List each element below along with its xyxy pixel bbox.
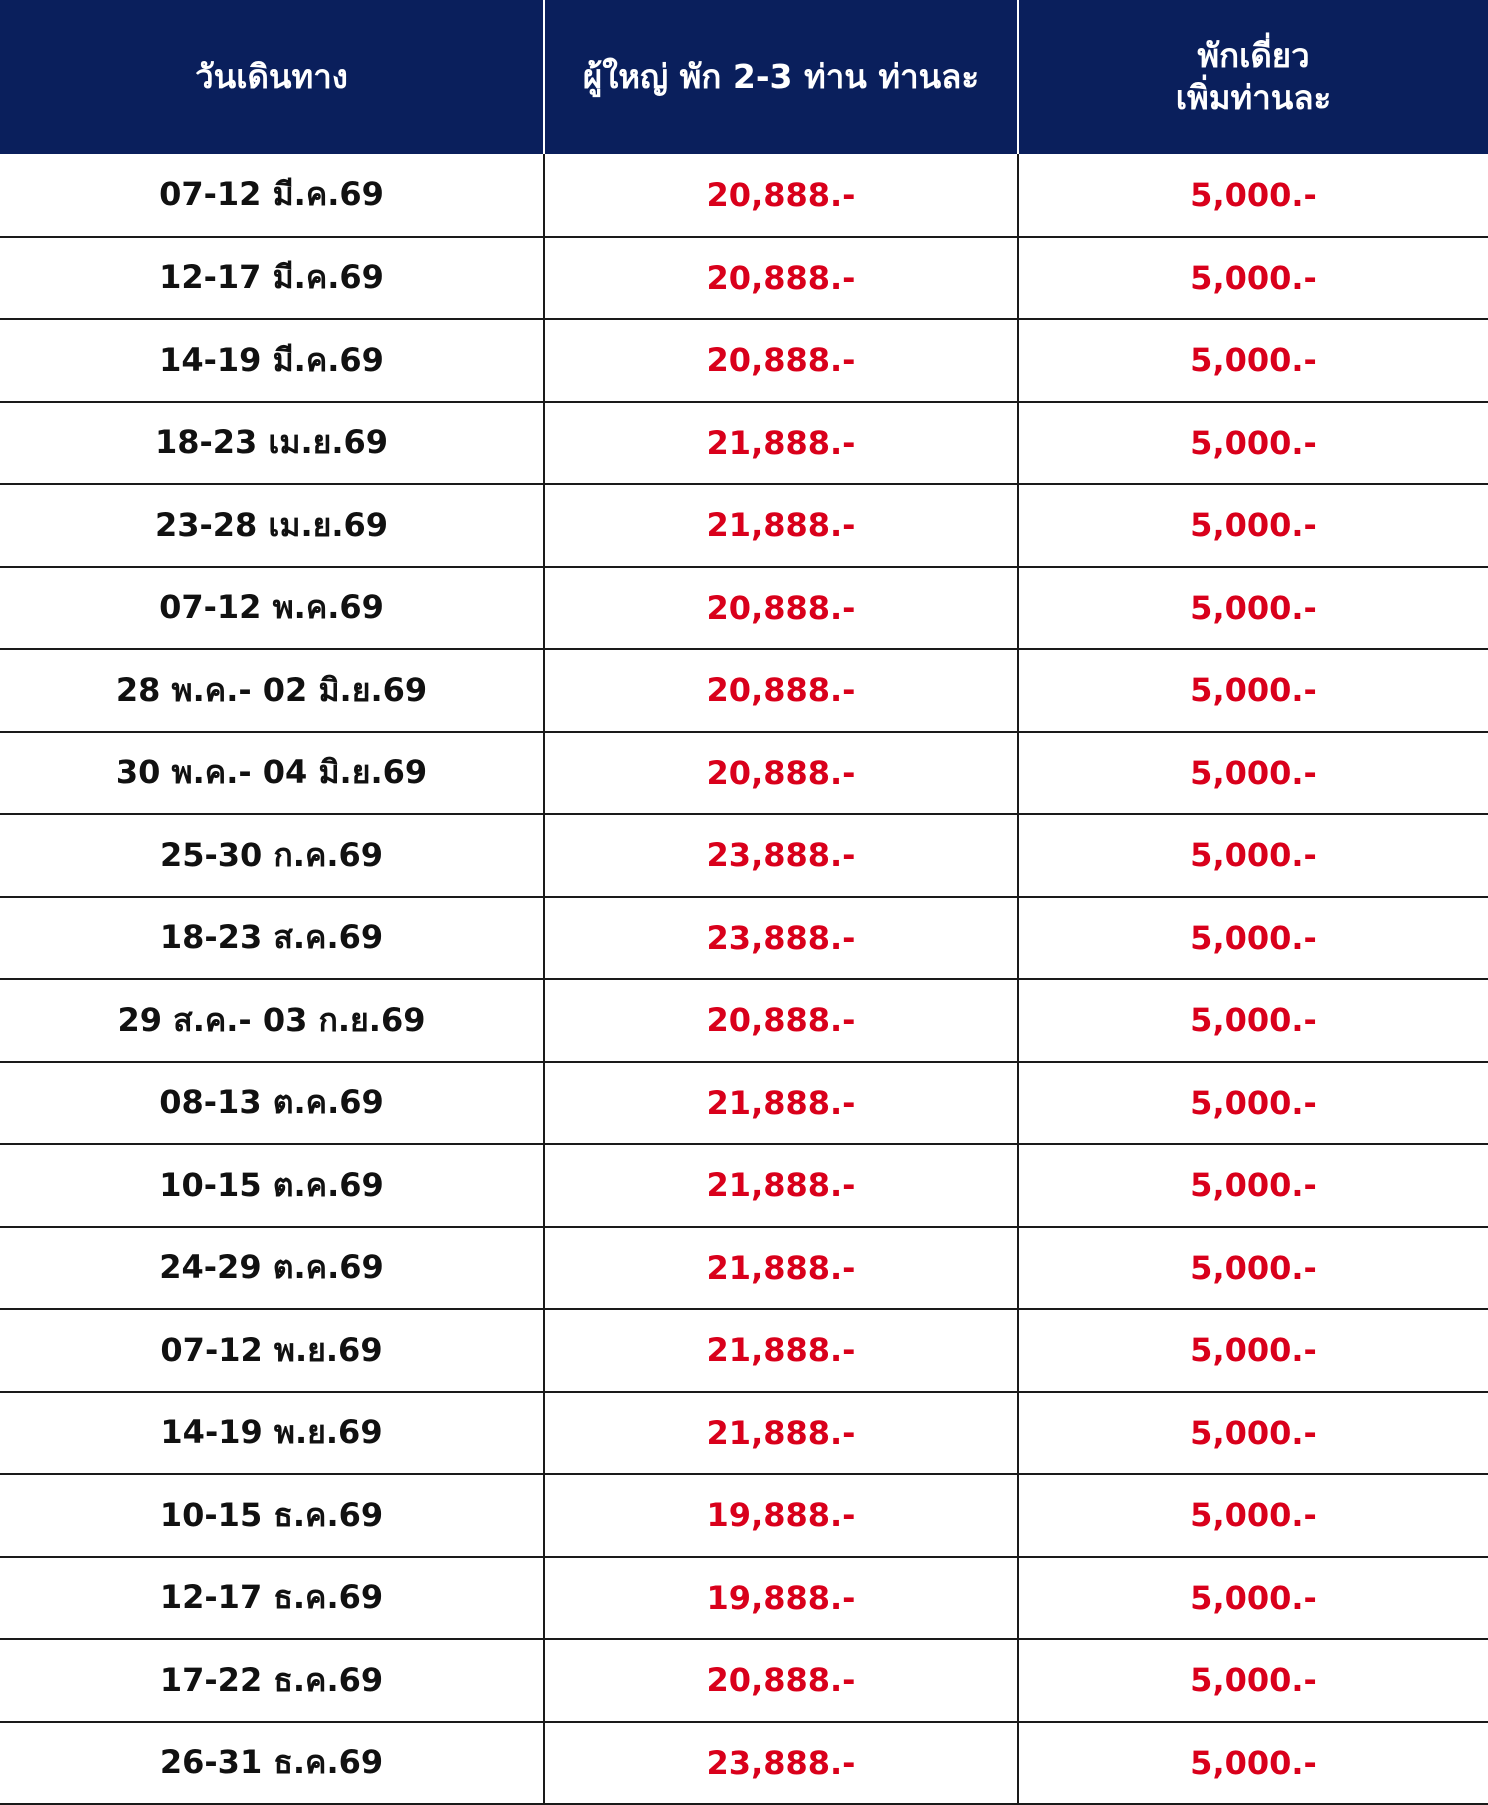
travel-date-cell: 14-19 มี.ค.69 <box>0 319 544 402</box>
travel-date-cell: 12-17 ธ.ค.69 <box>0 1557 544 1640</box>
single-supplement-cell: 5,000.- <box>1018 979 1488 1062</box>
single-supplement-cell: 5,000.- <box>1018 1392 1488 1475</box>
table-row <box>0 979 1488 1062</box>
table-row <box>0 567 1488 650</box>
table-row <box>0 1144 1488 1227</box>
travel-date-cell: 10-15 ต.ค.69 <box>0 1144 544 1227</box>
single-supplement-cell: 5,000.- <box>1018 1227 1488 1310</box>
travel-date-cell: 12-17 มี.ค.69 <box>0 237 544 320</box>
adult-price-cell: 20,888.- <box>544 732 1018 815</box>
adult-price-cell: 20,888.- <box>544 154 1018 237</box>
adult-price-cell: 20,888.- <box>544 649 1018 732</box>
table-row <box>0 732 1488 815</box>
single-supplement-cell: 5,000.- <box>1018 567 1488 650</box>
single-supplement-cell: 5,000.- <box>1018 237 1488 320</box>
single-supplement-cell: 5,000.- <box>1018 484 1488 567</box>
single-supplement-cell: 5,000.- <box>1018 1309 1488 1392</box>
travel-date-cell: 18-23 ส.ค.69 <box>0 897 544 980</box>
travel-date-cell: 25-30 ก.ค.69 <box>0 814 544 897</box>
table-row <box>0 484 1488 567</box>
travel-date-cell: 30 พ.ค.- 04 มิ.ย.69 <box>0 732 544 815</box>
single-supplement-cell: 5,000.- <box>1018 897 1488 980</box>
single-supplement-cell: 5,000.- <box>1018 732 1488 815</box>
adult-price-cell: 23,888.- <box>544 814 1018 897</box>
adult-price-cell: 23,888.- <box>544 1722 1018 1805</box>
table-row <box>0 1392 1488 1475</box>
adult-price-cell: 20,888.- <box>544 567 1018 650</box>
travel-date-cell: 07-12 มี.ค.69 <box>0 154 544 237</box>
travel-date-cell: 17-22 ธ.ค.69 <box>0 1639 544 1722</box>
header-travel-date <box>0 0 544 154</box>
travel-date-cell: 29 ส.ค.- 03 ก.ย.69 <box>0 979 544 1062</box>
adult-price-cell: 21,888.- <box>544 1227 1018 1310</box>
adult-price-cell: 21,888.- <box>544 1309 1018 1392</box>
table-row <box>0 649 1488 732</box>
adult-price-cell: 19,888.- <box>544 1474 1018 1557</box>
table-row <box>0 154 1488 237</box>
single-supplement-cell: 5,000.- <box>1018 1474 1488 1557</box>
travel-date-cell: 18-23 เม.ย.69 <box>0 402 544 485</box>
travel-date-cell: 07-12 พ.ย.69 <box>0 1309 544 1392</box>
table-body <box>0 154 1488 1804</box>
adult-price-cell: 21,888.- <box>544 1062 1018 1145</box>
table-row <box>0 1639 1488 1722</box>
single-supplement-cell: 5,000.- <box>1018 154 1488 237</box>
single-supplement-cell: 5,000.- <box>1018 814 1488 897</box>
adult-price-cell: 21,888.- <box>544 402 1018 485</box>
table-header <box>0 0 1488 154</box>
travel-date-cell: 10-15 ธ.ค.69 <box>0 1474 544 1557</box>
single-supplement-cell: 5,000.- <box>1018 1144 1488 1227</box>
header-single-line2: เพิ่มท่านละ <box>1175 78 1332 117</box>
table-row <box>0 237 1488 320</box>
table-row <box>0 1309 1488 1392</box>
travel-date-cell: 08-13 ต.ค.69 <box>0 1062 544 1145</box>
table-row <box>0 402 1488 485</box>
adult-price-cell: 21,888.- <box>544 1392 1018 1475</box>
adult-price-cell: 23,888.- <box>544 897 1018 980</box>
single-supplement-cell: 5,000.- <box>1018 1062 1488 1145</box>
adult-price-cell: 20,888.- <box>544 1639 1018 1722</box>
header-travel-date-label: วันเดินทาง <box>195 57 348 96</box>
travel-date-cell: 23-28 เม.ย.69 <box>0 484 544 567</box>
table-row <box>0 1557 1488 1640</box>
header-adult-price <box>544 0 1018 154</box>
table-row <box>0 1227 1488 1310</box>
single-supplement-cell: 5,000.- <box>1018 319 1488 402</box>
single-supplement-cell: 5,000.- <box>1018 402 1488 485</box>
adult-price-cell: 21,888.- <box>544 1144 1018 1227</box>
adult-price-cell: 19,888.- <box>544 1557 1018 1640</box>
single-supplement-cell: 5,000.- <box>1018 1557 1488 1640</box>
adult-price-cell: 20,888.- <box>544 319 1018 402</box>
adult-price-cell: 20,888.- <box>544 237 1018 320</box>
table-row <box>0 1474 1488 1557</box>
single-supplement-cell: 5,000.- <box>1018 649 1488 732</box>
table-row <box>0 897 1488 980</box>
single-supplement-cell: 5,000.- <box>1018 1639 1488 1722</box>
travel-date-cell: 26-31 ธ.ค.69 <box>0 1722 544 1805</box>
header-adult-price-label: ผู้ใหญ่ พัก 2-3 ท่าน ท่านละ <box>582 57 980 96</box>
adult-price-cell: 20,888.- <box>544 979 1018 1062</box>
header-row <box>0 0 1488 154</box>
travel-date-cell: 14-19 พ.ย.69 <box>0 1392 544 1475</box>
travel-date-cell: 28 พ.ค.- 02 มิ.ย.69 <box>0 649 544 732</box>
table-row <box>0 1062 1488 1145</box>
header-single-line1: พักเดี่ยว <box>1197 36 1310 75</box>
adult-price-cell: 21,888.- <box>544 484 1018 567</box>
header-single-supplement <box>1018 0 1488 154</box>
table-row <box>0 319 1488 402</box>
single-supplement-cell: 5,000.- <box>1018 1722 1488 1805</box>
table-row <box>0 814 1488 897</box>
travel-date-cell: 07-12 พ.ค.69 <box>0 567 544 650</box>
travel-date-cell: 24-29 ต.ค.69 <box>0 1227 544 1310</box>
